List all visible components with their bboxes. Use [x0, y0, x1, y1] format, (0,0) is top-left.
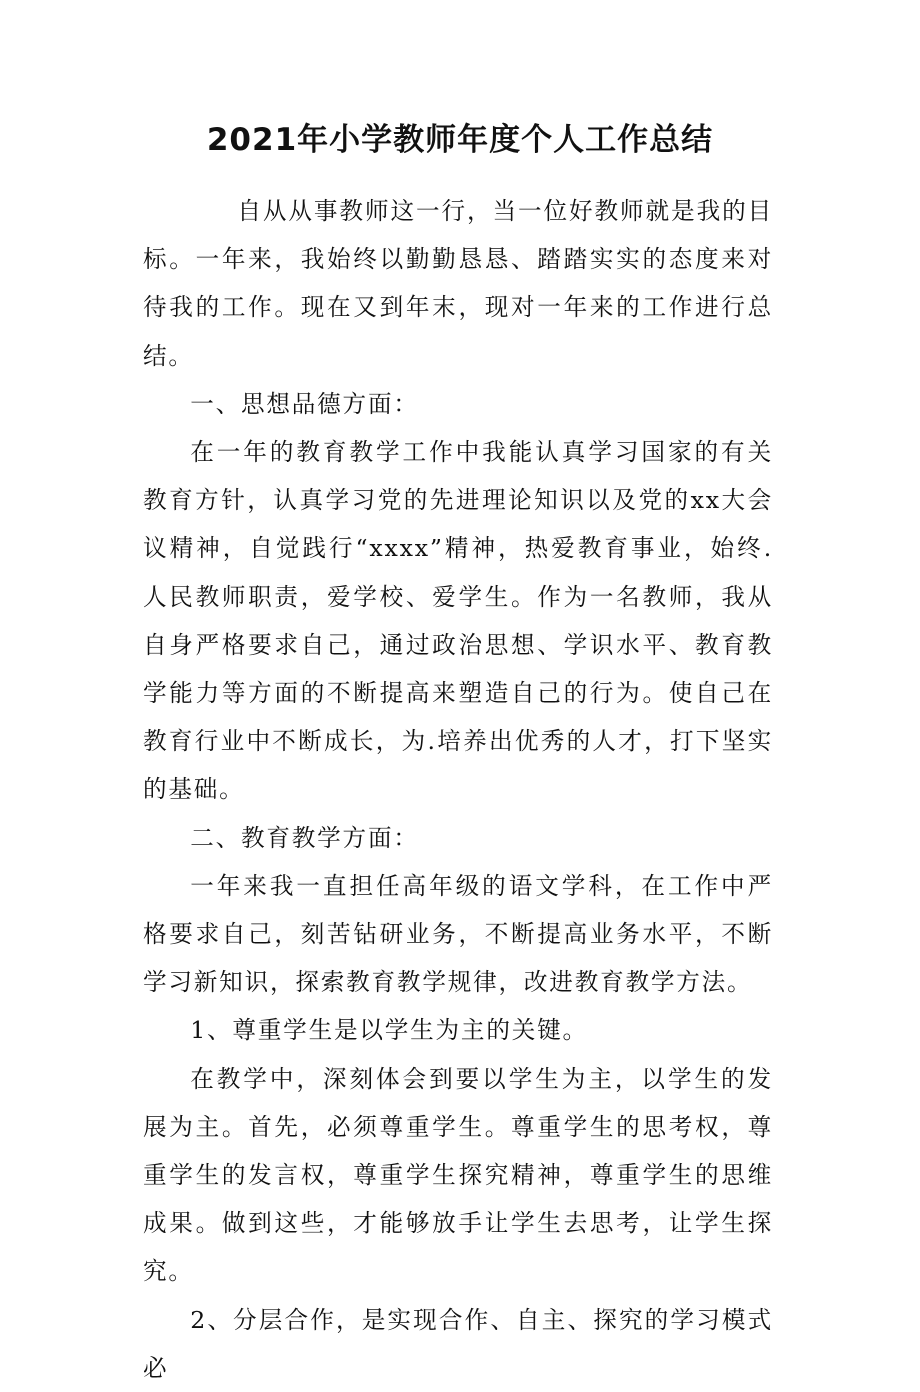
moral-paragraph: 在一年的教育教学工作中我能认真学习国家的有关教育方针，认真学习党的先进理论知识以及党的xx大会议精神，自觉践行“xxxx”精神，热爱教育事业，始终.人民教师职责，爱学校、爱学生。作为一名教师，我从自身严格要求自己，通过政治思想、学识水平、教育教学能力等方面的不断提高来塑造自己的行为。使自己在教育行业中不断成长，为.培养出优秀的人才，打下坚实的基础。 [143, 438, 773, 804]
intro-paragraph: 自从从事教师这一行，当一位好教师就是我的目标。一年来，我始终以勤勤恳恳、踏踏实实的态度来对待我的工作。现在又到年末，现对一年来的工作进行总结。 [143, 197, 773, 370]
document-title: 2021年小学教师年度个人工作总结 [206, 122, 714, 158]
section-heading-moral: 一、思想品德方面： [190, 389, 419, 418]
respect-paragraph: 在教学中，深刻体会到要以学生为主，以学生的发展为主。首先，必须尊重学生。尊重学生的思考权，尊重学生的发言权，尊重学生探究精神，尊重学生的思维成果。做到这些，才能够放手让学生去思考，让学生探究。 [143, 1064, 773, 1286]
subheading-layered-cooperation: 2、分层合作，是实现合作、自主、探究的学习模式必 [143, 1305, 773, 1382]
teaching-paragraph: 一年来我一直担任高年级的语文学科，在工作中严格要求自己，刻苦钻研业务，不断提高业务水平，不断学习新知识，探索教育教学规律，改进教育教学方法。 [143, 871, 773, 997]
document-body [143, 187, 773, 1392]
subheading-respect-students: 1、尊重学生是以学生为主的关键。 [190, 1016, 588, 1045]
section-heading-teaching: 二、教育教学方面： [190, 823, 419, 852]
